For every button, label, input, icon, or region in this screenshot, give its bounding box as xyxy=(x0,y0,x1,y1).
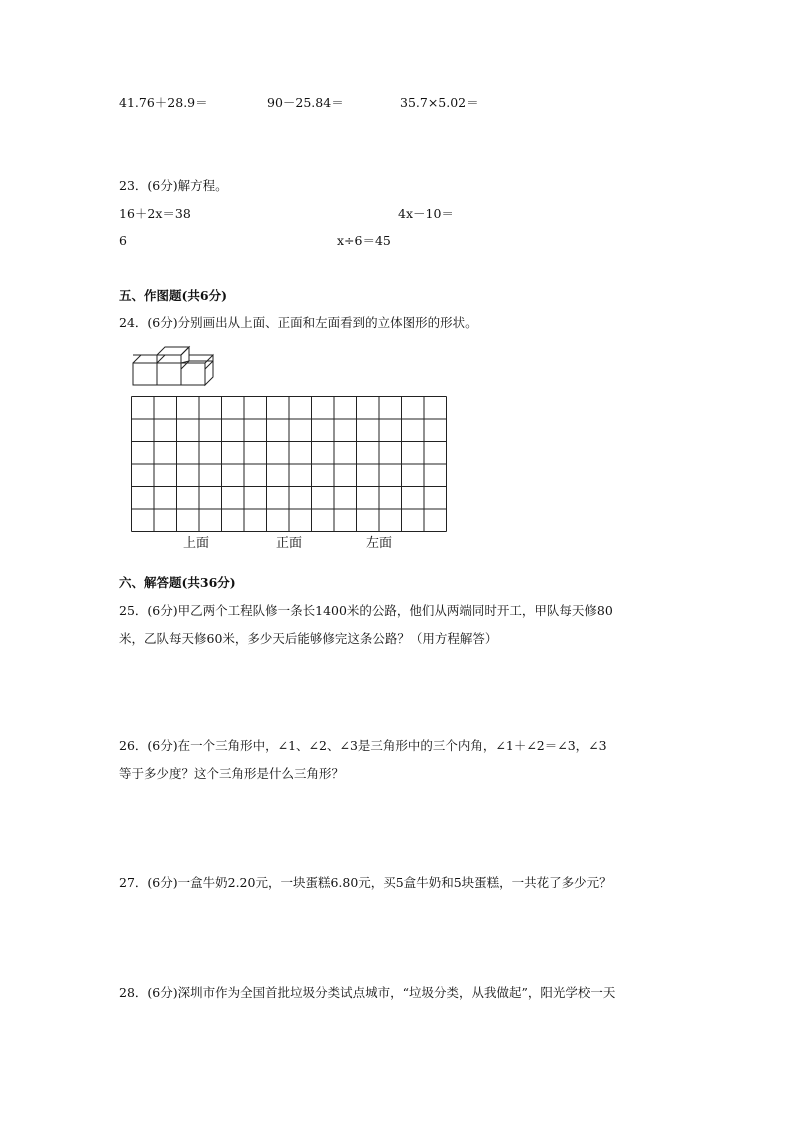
q24-text: 24．(6分)分别画出从上面、正面和左面看到的立体图形的形状。 xyxy=(119,315,478,330)
label-front-view: 正面 xyxy=(276,535,303,550)
q23-equation-2: 4x－10＝ xyxy=(398,206,454,221)
label-top-view: 上面 xyxy=(183,535,210,550)
q23-title: 23．(6分)解方程。 xyxy=(119,178,228,193)
q23-equation-2-continued: 6 xyxy=(119,233,127,248)
calc-expression-3: 35.7×5.02＝ xyxy=(400,95,479,110)
q23-equation-3: x÷6＝45 xyxy=(337,233,391,248)
q23-equation-1: 16＋2x＝38 xyxy=(119,206,191,221)
q28-line-1: 28．(6分)深圳市作为全国首批垃圾分类试点城市，“垃圾分类，从我做起”，阳光学校一天 xyxy=(119,985,616,1000)
label-left-view: 左面 xyxy=(366,535,393,550)
q25-line-2: 米，乙队每天修60米，多少天后能够修完这条公路？（用方程解答） xyxy=(119,631,498,646)
q26-line-1: 26．(6分)在一个三角形中，∠1、∠2、∠3是三角形中的三个内角，∠1＋∠2＝∠3，∠3 xyxy=(119,738,607,753)
drawing-grid[interactable] xyxy=(131,396,449,532)
cube-figure xyxy=(131,344,217,388)
section-5-heading: 五、作图题(共6分) xyxy=(119,288,228,303)
q27-line-1: 27．(6分)一盒牛奶2.20元，一块蛋糕6.80元，买5盒牛奶和5块蛋糕，一共花了多少元？ xyxy=(119,875,612,890)
q26-line-2: 等于多少度？这个三角形是什么三角形？ xyxy=(119,766,345,781)
q25-line-1: 25．(6分)甲乙两个工程队修一条长1400米的公路，他们从两端同时开工，甲队每天修80 xyxy=(119,603,613,618)
calc-expression-2: 90－25.84＝ xyxy=(267,95,344,110)
calc-expression-1: 41.76＋28.9＝ xyxy=(119,95,208,110)
section-6-heading: 六、解答题(共36分) xyxy=(119,575,236,590)
